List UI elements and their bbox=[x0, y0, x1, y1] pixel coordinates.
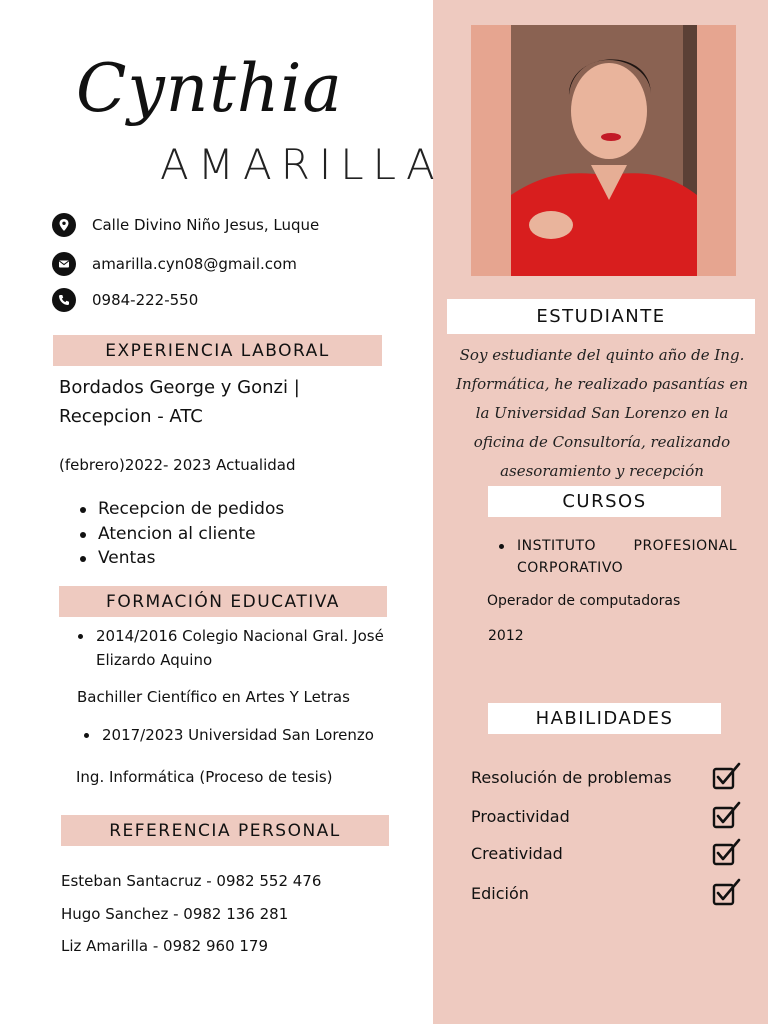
mail-icon bbox=[52, 252, 76, 276]
education-heading: FORMACIÓN EDUCATIVA bbox=[59, 586, 387, 617]
experience-heading: EXPERIENCIA LABORAL bbox=[53, 335, 382, 366]
institute-word: CORPORATIVO bbox=[517, 560, 624, 577]
checkbox-checked-icon bbox=[711, 838, 741, 868]
last-name: AMARILLA bbox=[160, 140, 444, 189]
location-pin-icon bbox=[52, 213, 76, 237]
checkbox-checked-icon bbox=[711, 801, 741, 831]
education-school-1: 2014/2016 Colegio Nacional Gral. José Elizardo Aquino bbox=[76, 624, 396, 672]
course-name: Operador de computadoras bbox=[487, 593, 681, 609]
skills-heading: HABILIDADES bbox=[488, 703, 721, 734]
email-text: amarilla.cyn08@gmail.com bbox=[92, 255, 297, 273]
address-text: Calle Divino Niño Jesus, Luque bbox=[92, 216, 320, 234]
list-item: Ventas bbox=[77, 546, 284, 571]
skill-label: Creatividad bbox=[471, 843, 563, 863]
skill-item bbox=[471, 762, 741, 792]
role-heading: ESTUDIANTE bbox=[447, 299, 755, 334]
skill-item bbox=[471, 801, 741, 831]
course-year: 2012 bbox=[488, 628, 524, 644]
education-school-2: 2017/2023 Universidad San Lorenzo bbox=[82, 723, 422, 747]
phone-text: 0984-222-550 bbox=[92, 291, 199, 309]
checkbox-checked-icon bbox=[711, 878, 741, 908]
skill-item bbox=[471, 838, 741, 868]
reference-item: Liz Amarilla - 0982 960 179 bbox=[61, 937, 269, 955]
photo-frame bbox=[471, 25, 736, 276]
skill-label: Proactividad bbox=[471, 806, 570, 826]
checkbox-checked-icon bbox=[711, 762, 741, 792]
contact-phone bbox=[52, 288, 198, 312]
job-title: Bordados George y Gonzi | Recepcion - ATC bbox=[59, 377, 300, 427]
contact-address bbox=[52, 213, 319, 237]
job-task-list bbox=[77, 497, 284, 571]
list-item: Atencion al cliente bbox=[77, 522, 284, 547]
job-period: (febrero)2022- 2023 Actualidad bbox=[59, 456, 296, 474]
skill-label: Resolución de problemas bbox=[471, 767, 672, 787]
list-item: Recepcion de pedidos bbox=[77, 497, 284, 522]
phone-icon bbox=[52, 288, 76, 312]
first-name: Cynthia bbox=[76, 50, 343, 127]
profile-summary: Soy estudiante del quinto año de Ing. Informática, he realizado pasantías en la Universidad San Lorenzo en la oficina de Consultoría, realizando asesoramiento y recepción bbox=[456, 346, 748, 480]
course-institute bbox=[497, 535, 737, 580]
skill-label: Edición bbox=[471, 883, 529, 903]
education-degree-2: Ing. Informática (Proceso de tesis) bbox=[76, 768, 333, 786]
contact-email bbox=[52, 252, 297, 276]
reference-item: Esteban Santacruz - 0982 552 476 bbox=[61, 872, 322, 890]
profile-photo bbox=[511, 25, 697, 276]
references-heading: REFERENCIA PERSONAL bbox=[61, 815, 389, 846]
institute-word: INSTITUTO bbox=[517, 538, 597, 554]
education-degree-1: Bachiller Científico en Artes Y Letras bbox=[77, 688, 350, 706]
skill-item bbox=[471, 878, 741, 908]
courses-heading: CURSOS bbox=[488, 486, 721, 517]
reference-item: Hugo Sanchez - 0982 136 281 bbox=[61, 905, 289, 923]
institute-word: PROFESIONAL bbox=[633, 538, 737, 554]
